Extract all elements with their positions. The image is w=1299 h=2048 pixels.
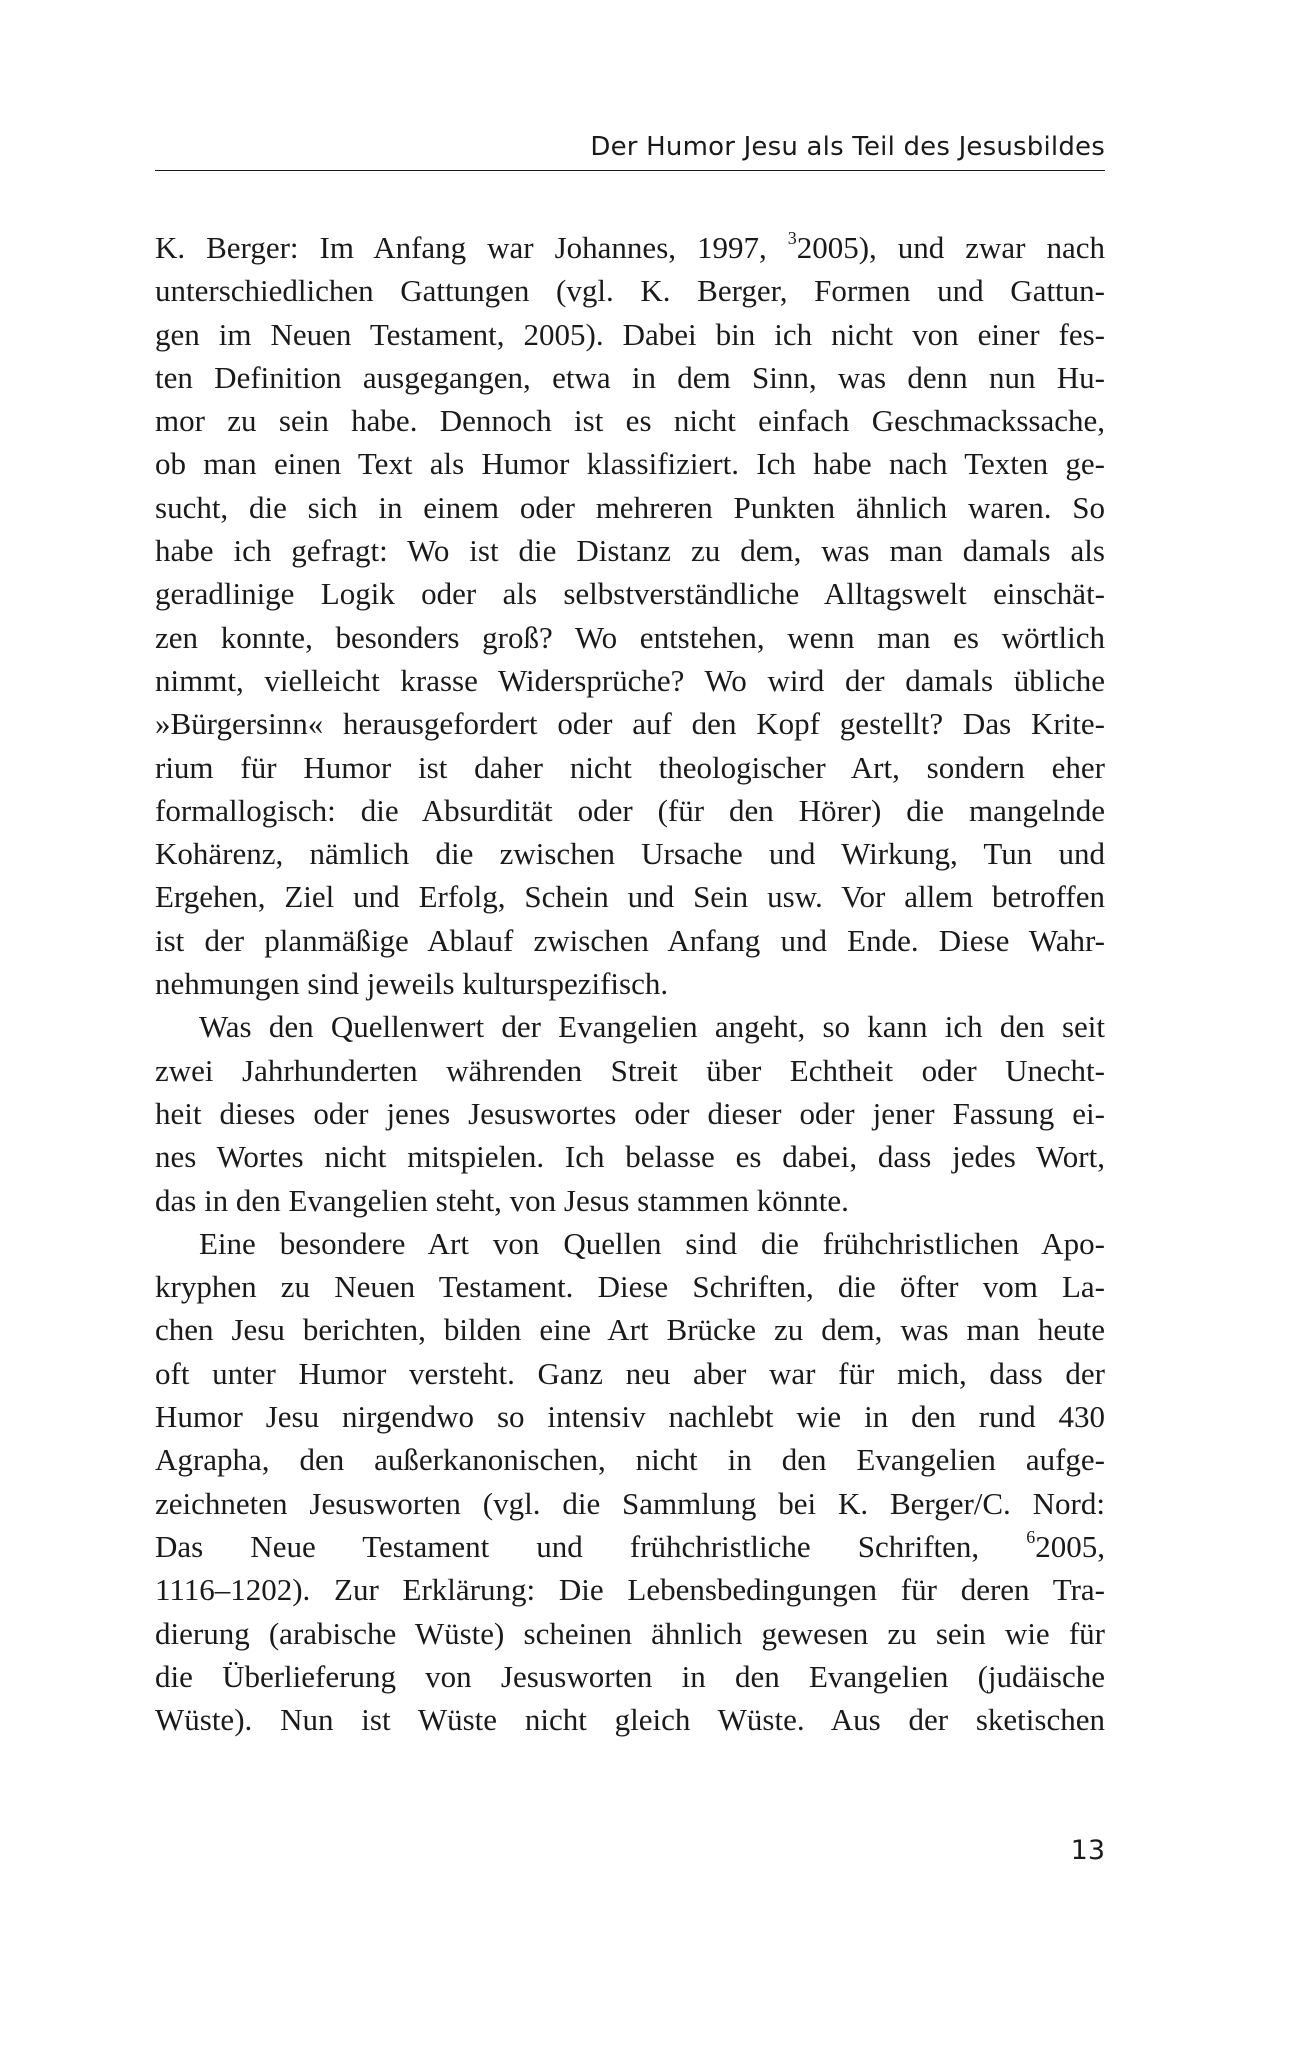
text-line: das in den Evangelien steht, von Jesus stammen könnte. [155, 1182, 849, 1218]
text-line: mor zu sein habe. Dennoch ist es nicht einfach Geschmackssache, [155, 403, 1105, 439]
text-line: gen im Neuen Testament, 2005). Dabei bin ich nicht von einer fes- [155, 316, 1105, 352]
text-line: formallogisch: die Absurdität oder (für den Hörer) die mangelnde [155, 792, 1105, 828]
text-line: heit dieses oder jenes Jesuswortes oder dieser oder jener Fassung ei- [155, 1095, 1105, 1131]
text-fragment: 2005, [1035, 1528, 1105, 1564]
text-line: dierung (arabische Wüste) scheinen ähnlich gewesen zu sein wie für [155, 1615, 1105, 1651]
text-line: ob man einen Text als Humor klassifiziert. Ich habe nach Texten ge- [155, 446, 1105, 482]
text-line: kryphen zu Neuen Testament. Diese Schriften, die öfter vom La- [155, 1269, 1105, 1305]
text-line: chen Jesu berichten, bilden eine Art Brücke zu dem, was man heute [155, 1312, 1105, 1348]
text-line: Wüste). Nun ist Wüste nicht gleich Wüste. Aus der sketischen [155, 1702, 1105, 1738]
text-line: zwei Jahrhunderten währenden Streit über Echtheit oder Unecht- [155, 1052, 1105, 1088]
running-head: Der Humor Jesu als Teil des Jesusbildes [590, 132, 1105, 162]
edition-superscript: 6 [1026, 1526, 1036, 1547]
paragraph-1 [155, 226, 1105, 1005]
header-rule [155, 170, 1105, 171]
text-line: Eine besondere Art von Quellen sind die frühchristlichen Apo- [199, 1225, 1105, 1261]
text-line: zen konnte, besonders groß? Wo entstehen, wenn man es wörtlich [155, 619, 1105, 655]
text-line: Ergehen, Ziel und Erfolg, Schein und Sein usw. Vor allem betroffen [155, 879, 1105, 915]
text-line: sucht, die sich in einem oder mehreren Punkten ähnlich waren. So [155, 489, 1105, 525]
text-line: Was den Quellenwert der Evangelien angeht, so kann ich den seit [199, 1009, 1105, 1045]
text-line: unterschiedlichen Gattungen (vgl. K. Berger, Formen und Gattun- [155, 273, 1105, 309]
text-fragment: Das Neue Testament und frühchristliche Schriften, [155, 1528, 1027, 1564]
paragraph-3 [155, 1222, 1105, 1742]
text-fragment: 2005), und zwar nach [796, 230, 1106, 265]
text-fragment: K. Berger: Im Anfang war Johannes, 1997, [155, 230, 788, 265]
text-line: nimmt, vielleicht krasse Widersprüche? Wo wird der damals übliche [155, 662, 1105, 698]
text-line: Humor Jesu nirgendwo so intensiv nachlebt wie in den rund 430 [155, 1399, 1105, 1435]
text-line: Agrapha, den außerkanonischen, nicht in den Evangelien aufge- [155, 1442, 1105, 1478]
text-line [155, 226, 1105, 269]
text-line: oft unter Humor versteht. Ganz neu aber war für mich, dass der [155, 1355, 1105, 1391]
text-line: die Überlieferung von Jesusworten in den Evangelien (judäische [155, 1658, 1105, 1694]
text-line: rium für Humor ist daher nicht theologischer Art, sondern eher [155, 749, 1105, 785]
text-line: nehmungen sind jeweils kulturspezifisch. [155, 966, 669, 1002]
text-line: »Bürgersinn« herausgefordert oder auf den Kopf gestellt? Das Krite- [155, 706, 1105, 742]
body-text [155, 226, 1105, 1741]
text-line: zeichneten Jesusworten (vgl. die Sammlung bei K. Berger/C. Nord: [155, 1485, 1105, 1521]
text-line [155, 1525, 1105, 1568]
text-line: ten Definition ausgegangen, etwa in dem Sinn, was denn nun Hu- [155, 359, 1105, 395]
text-line: nes Wortes nicht mitspielen. Ich belasse es dabei, dass jedes Wort, [155, 1139, 1105, 1175]
page-number: 13 [1070, 1835, 1105, 1866]
text-line: geradlinige Logik oder als selbstverständliche Alltagswelt einschät- [155, 576, 1105, 612]
text-line: Kohärenz, nämlich die zwischen Ursache und Wirkung, Tun und [155, 836, 1105, 872]
edition-superscript: 3 [787, 227, 797, 248]
text-line: ist der planmäßige Ablauf zwischen Anfang und Ende. Diese Wahr- [155, 922, 1105, 958]
text-line: habe ich gefragt: Wo ist die Distanz zu dem, was man damals als [155, 533, 1105, 569]
text-line: 1116–1202). Zur Erklärung: Die Lebensbedingungen für deren Tra- [155, 1572, 1105, 1608]
paragraph-2 [155, 1005, 1105, 1221]
